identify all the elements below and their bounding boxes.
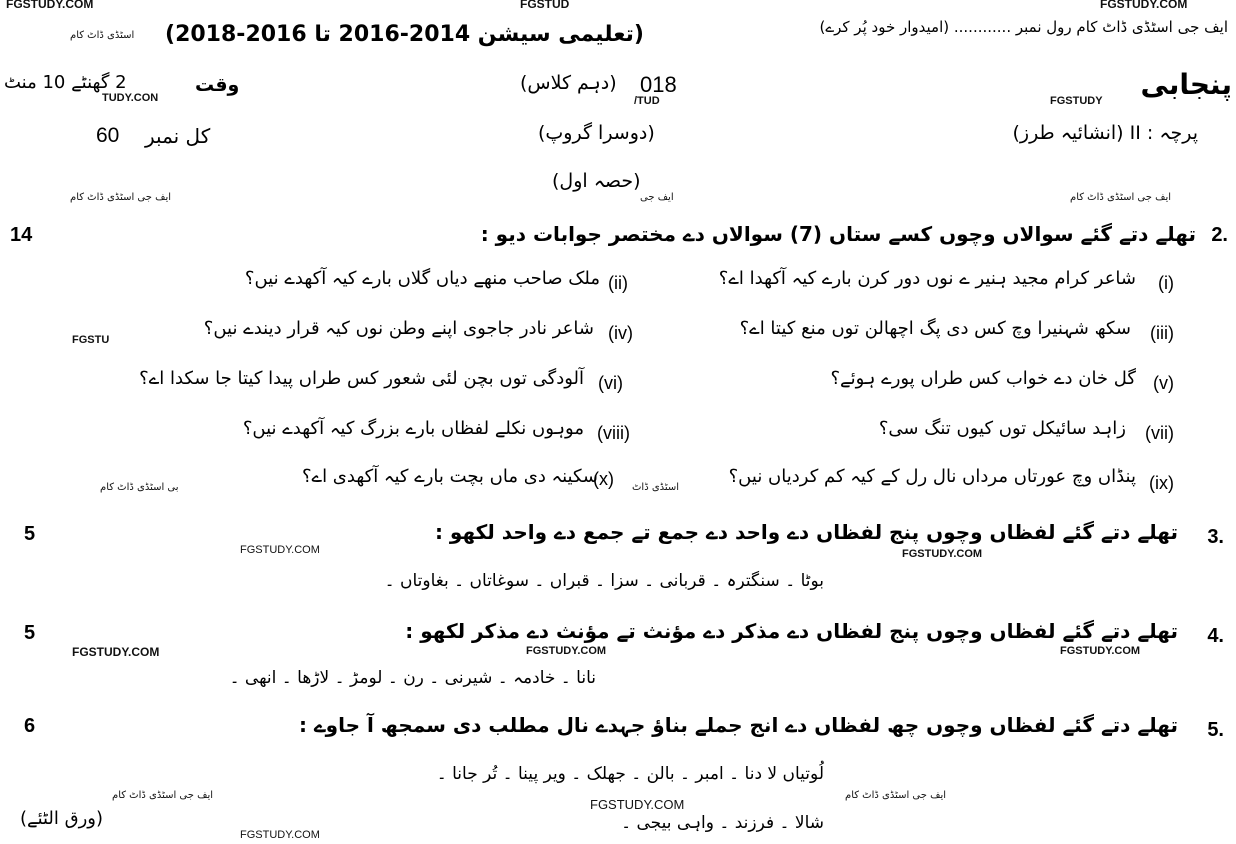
watermark-urdu-bottom-mid: ایف جی اسٹڈی ڈاٹ کام [845, 790, 947, 801]
q4-words: نانا ۔ خادمہ ۔ شیرنی ۔ رن ۔ لومڑ ۔ لاڑھا ۔ انھی ۔ [229, 668, 596, 688]
watermark-top-right: FGSTUDY.COM [1100, 0, 1188, 11]
watermark-bottom-left: FGSTUDY.COM [240, 829, 320, 841]
watermark-urdu-band-center: ایف جی [640, 192, 674, 203]
q2-item-label: (ix) [1149, 473, 1174, 493]
group-label: (دوسرا گروپ) [538, 122, 655, 144]
q4-number: 4. [1207, 625, 1224, 647]
q2-item-label: (viii) [597, 423, 630, 443]
q5-words-line1: لُوتیاں لا دنا ۔ امبر ۔ بالن ۔ جھلک ۔ ویر پینا ۔ تُر جانا ۔ [436, 764, 824, 784]
q2-title: تھلے دتے گئے سوالاں وچوں کسے ستاں (7) سوالاں دے مختصر جوابات دیو : [480, 222, 1196, 246]
session-line: (تعلیمی سیشن 2014-2016 تا 2016-2018) [165, 22, 644, 47]
q2-item-label: (vi) [598, 373, 623, 393]
q2-item-text: گل خان دے خواب کس طراں پورے ہوئے؟ [830, 368, 1136, 389]
marks-label: کل نمبر [145, 124, 211, 148]
q2-item-text: شاعر نادر جاجوی اپنے وطن نوں کیہ قرار دیندے نیں؟ [203, 318, 594, 339]
q2-item-text: موہوں نکلے لفظاں بارے بزرگ کیہ آکھدے نیں؟ [242, 418, 584, 439]
q2-item-text: آلودگی توں بچن لئی شعور کس طراں پیدا کیتا جا سکدا اے؟ [139, 368, 584, 389]
q5-marks: 6 [24, 715, 36, 737]
watermark-q5-center: FGSTUDY.COM [590, 797, 685, 812]
q3-marks: 5 [24, 523, 36, 545]
q2-marks: 14 [10, 224, 33, 246]
q5-words-line2: شالا ۔ فرزند ۔ واہی بیجی ۔ [621, 813, 824, 833]
watermark-urdu-top-left: اسٹڈی ڈاٹ کام [70, 30, 135, 41]
part-label: (حصہ اول) [552, 170, 641, 192]
q2-item-label: (vii) [1145, 423, 1174, 443]
q2-item-text: زاہد سائیکل توں کیوں تنگ سی؟ [878, 418, 1126, 439]
q2-item-text: ملک صاحب منھے دیاں گلاں بارے کیہ آکھدے نیں؟ [244, 268, 600, 289]
paper-code: 018 [640, 72, 677, 97]
q5-title: تھلے دتے گئے لفظاں وچوں چھ لفظاں دے انج جملے بناؤ جہدے نال مطلب دی سمجھ آ جاوے : [298, 713, 1178, 737]
marks-value: 60 [96, 124, 120, 147]
watermark-urdu-band-left: ایف جی اسٹڈی ڈاٹ کام [70, 192, 172, 203]
q2-number: 2. [1211, 224, 1228, 246]
q3-number: 3. [1207, 526, 1224, 548]
watermark-header-mid: /TUD [634, 95, 660, 107]
watermark-urdu-q2-x: اسٹڈی ڈاٹ [632, 482, 680, 493]
watermark-header-right: FGSTUDY [1050, 95, 1103, 107]
q2-item-text: سکینہ دی ماں بچت بارے کیہ آکھدی اے؟ [301, 466, 598, 487]
subject-title: پنجابی [1140, 68, 1232, 101]
q2-item-label: (iv) [608, 323, 633, 343]
q4-marks: 5 [24, 622, 36, 644]
watermark-header-left: TUDY.CON [102, 92, 159, 104]
watermark-q3-center: FGSTUDY.COM [240, 544, 320, 556]
paper-type: پرچہ : II (انشائیہ طرز) [1012, 122, 1198, 144]
q2-item-label: (i) [1158, 273, 1174, 293]
watermark-q2-left: FGSTU [72, 334, 110, 346]
watermark-q4-center: FGSTUDY.COM [526, 645, 607, 657]
time-value: 2 گھنٹے 10 منٹ [4, 72, 127, 93]
watermark-urdu-band-right: ایف جی اسٹڈی ڈاٹ کام [1070, 192, 1172, 203]
q3-words: بوٹا ۔ سنگترہ ۔ قربانی ۔ سزا ۔ قبراں ۔ سوغاتاں ۔ بغاوتاں ۔ [384, 571, 824, 591]
watermark-q4-right: FGSTUDY.COM [1060, 645, 1141, 657]
q4-title: تھلے دتے گئے لفظاں وچوں پنج لفظاں دے مذکر دے مؤنث تے مؤنث دے مذکر لکھو : [405, 619, 1178, 643]
q2-item-label: (iii) [1150, 323, 1174, 343]
q2-item-label: (x) [593, 469, 614, 489]
q2-item-text: پنڈاں وچ عورتاں مرداں نال رل کے کیہ کم کردیاں نیں؟ [728, 466, 1136, 487]
time-label: وقت [195, 74, 240, 96]
q2-item-label: (v) [1153, 373, 1174, 393]
q2-item-text: شاعر کرام مجید ہنیر ے نوں دور کرن بارے کیہ آکھدا اے؟ [718, 268, 1136, 289]
watermark-q3-right: FGSTUDY.COM [902, 548, 983, 560]
watermark-urdu-q2-ix: بی اسٹڈی ڈاٹ کام [100, 482, 179, 493]
watermark-q4-left: FGSTUDY.COM [72, 645, 160, 659]
roll-number-line: ایف جی اسٹڈی ڈاٹ کام رول نمبر ............ (امیدوار خود پُر کرے) [819, 18, 1228, 36]
q2-item-text: سکھ شہنیرا وچ کس دی پگ اچھالن توں منع کیتا اے؟ [739, 318, 1131, 339]
q5-number: 5. [1207, 719, 1224, 741]
class-label: (دہم کلاس) [520, 72, 617, 94]
watermark-top-left: FGSTUDY.COM [6, 0, 94, 11]
q3-title: تھلے دتے گئے لفظاں وچوں پنج لفظاں دے واحد دے جمع تے جمع دے واحد لکھو : [434, 520, 1178, 544]
q2-item-label: (ii) [608, 273, 628, 293]
watermark-top-center: FGSTUD [520, 0, 570, 11]
watermark-urdu-bottom-left: ایف جی اسٹڈی ڈاٹ کام [112, 790, 214, 801]
turn-over-note: (ورق الٹئے) [20, 808, 104, 829]
